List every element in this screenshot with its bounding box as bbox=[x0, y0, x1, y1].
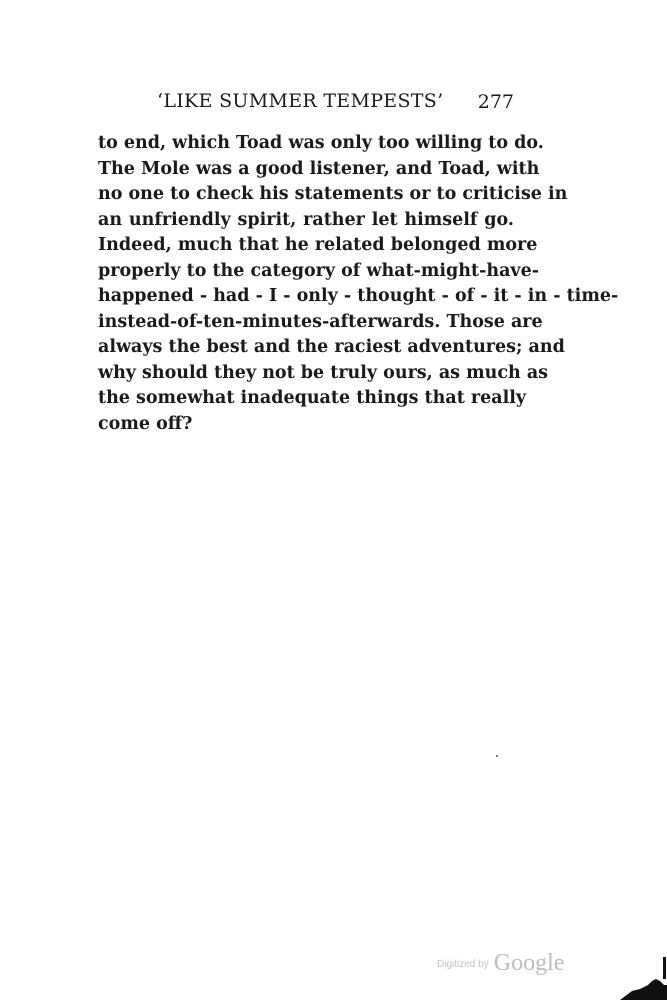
page-number: 277 bbox=[477, 91, 514, 113]
text-line: instead-of-ten-minutes-afterwards. Those are bbox=[98, 311, 543, 332]
text-line: to end, which Toad was only too willing to do. bbox=[98, 133, 544, 153]
watermark-brand: Google bbox=[493, 950, 565, 976]
text-line: always the best and the raciest adventures; and bbox=[98, 337, 565, 357]
text-line: come off? bbox=[98, 413, 193, 434]
running-head bbox=[98, 90, 514, 116]
text-line: Indeed, much that he related belonged more bbox=[98, 235, 538, 255]
page-corner-scan-artifact bbox=[612, 955, 667, 1000]
text-line: happened - had - I - only - thought - of - it - in - time- bbox=[98, 286, 619, 306]
running-title: ‘LIKE SUMMER TEMPESTS’ bbox=[157, 90, 444, 112]
text-line: an unfriendly spirit, rather let himself go. bbox=[98, 209, 514, 230]
text-line: The Mole was a good listener, and Toad, with bbox=[98, 158, 540, 179]
text-line: the somewhat inadequate things that really bbox=[98, 388, 527, 408]
scan-speck bbox=[496, 755, 498, 757]
watermark-prefix: Digitized by bbox=[437, 959, 489, 970]
digitization-watermark bbox=[437, 950, 564, 980]
text-line: properly to the category of what-might-have- bbox=[98, 260, 539, 281]
text-line: why should they not be truly ours, as much as bbox=[98, 362, 549, 383]
body-paragraph bbox=[98, 131, 619, 437]
text-line: no one to check his statements or to criticise in bbox=[98, 184, 568, 204]
